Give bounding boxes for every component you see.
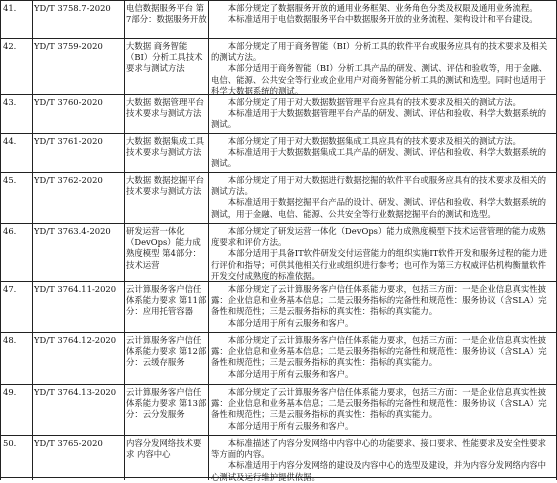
standard-description xyxy=(211,3,553,37)
standard-name: 研发运营一体化（DevOps）能力成熟度模型 第4部分：技术运营 xyxy=(126,226,201,270)
row-number: 41. xyxy=(3,3,17,13)
description-paragraph: 本部分适用于商务智能（BI）分析工具产品的研发、测试、评估和验收等，用于金融、电信、能源、公共安全等行业或企业用户对商务智能分析工具的测试和选型。同时也适用于科学大数据系统的测试。 xyxy=(211,63,548,96)
standard-code: YD/T 3762-2020 xyxy=(34,175,103,185)
description-paragraph: 本部分规定了云计算服务客户信任体系能力要求，包括三方面：一是企业信息真实性披露：企业信息和业务基本信息；二是云服务指标的完备性和规范性：服务协议（含SLA）完备性和规范性；三是云服务指标的真实性：指标的真实能力。 xyxy=(211,335,547,368)
standard-description xyxy=(211,175,553,222)
standard-description xyxy=(211,387,553,434)
description-paragraph: 本部分规定了云计算服务客户信任体系能力要求，包括三方面：一是企业信息真实性披露：企业信息和业务基本信息；二是云服务指标的完备性和规范性：服务协议（含SLA）完备性和规范性；三是云服务指标的真实性：指标的真实能力。 xyxy=(211,284,547,317)
standard-name: 云计算服务客户信任体系能力要求 第13部分：云分发服务 xyxy=(126,387,207,420)
standard-name: 大数据 数据挖掘平台技术要求与测试方法 xyxy=(126,175,205,197)
description-paragraph: 本标准适用于大数据数据管理平台产品的研发、测试、评估和验收、科学大数据系统的测试。 xyxy=(211,108,547,130)
standard-description xyxy=(211,136,553,171)
description-paragraph: 本部分规定了用于对大数据数据集成工具应具有的技术要求及相关的测试方法。 xyxy=(227,136,521,146)
standard-code: YD/T 3764.11-2020 xyxy=(34,284,117,294)
standard-description xyxy=(211,41,553,96)
description-paragraph: 本部分规定了用于对大数据数据管理平台应具有的技术要求及相关的测试方法。 xyxy=(227,97,521,107)
description-paragraph: 本标准描述了内容分发网络中内容中心的功能要求、接口要求、性能要求及安全性要求等方面的内容。 xyxy=(211,438,547,460)
table-rule xyxy=(0,0,557,1)
standard-name: 大数据 商务智能（BI）分析工具技术要求与测试方法 xyxy=(126,41,203,74)
standard-code: YD/T 3759-2020 xyxy=(34,41,103,51)
table-rule xyxy=(0,223,557,224)
row-number: 46. xyxy=(3,226,17,236)
row-number: 49. xyxy=(3,387,17,397)
description-paragraph: 本标准适用于电信数据服务平台中数据服务开放的业务流程、架构设计和平台建设。 xyxy=(227,14,538,25)
standard-code: YD/T 3763.4-2020 xyxy=(34,226,111,236)
standard-description xyxy=(211,97,553,132)
table-rule xyxy=(0,384,557,385)
description-paragraph: 本部分适用于所有云服务和客户。 xyxy=(227,317,354,328)
standard-name: 内容分发网络技术要求 内容中心 xyxy=(126,438,202,460)
description-paragraph: 本部分规定了用于商务智能（BI）分析工具的软件平台或服务应具有的技术要求及相关的测试方法。 xyxy=(211,41,548,63)
row-number: 45. xyxy=(3,175,17,185)
table-rule xyxy=(0,172,557,173)
table-rule xyxy=(208,0,209,480)
description-paragraph: 本标准适用于大数据数据集成工具产品的研发、测试、评估和验收、科学大数据系统的测试。 xyxy=(211,147,547,169)
table-rule xyxy=(124,0,125,480)
row-number: 44. xyxy=(3,136,17,146)
row-number: 43. xyxy=(3,97,17,107)
row-number: 50. xyxy=(3,438,17,448)
row-number: 48. xyxy=(3,335,17,345)
description-paragraph: 本部分规定了研发运营一体化（DevOps）能力成熟度模型下技术运营管理的能力成熟度要求和评价方法。 xyxy=(211,226,546,248)
description-paragraph: 本部分适用于所有云服务和客户。 xyxy=(227,368,354,379)
standard-code: YD/T 3764.12-2020 xyxy=(34,335,117,345)
standard-code: YD/T 3765-2020 xyxy=(34,438,103,448)
description-paragraph: 本部分规定了云计算服务客户信任体系能力要求，包括三方面：一是企业信息真实性披露：企业信息和业务基本信息；二是云服务指标的完备性和规范性：服务协议（含SLA）完备性和规范性；三是云服务指标的真实性：指标的真实能力。 xyxy=(211,387,547,420)
standard-name: 大数据 数据集成工具技术要求与测试方法 xyxy=(126,136,205,158)
standard-code: YD/T 3760-2020 xyxy=(34,97,103,107)
standard-description xyxy=(211,284,553,331)
table-rule xyxy=(0,435,557,436)
standard-description xyxy=(211,438,553,482)
standard-code: YD/T 3761-2020 xyxy=(34,136,103,146)
description-paragraph: 本标准适用于内容分发网络的建设及内容中心的选型及建设，并为内容分发网络内容中心测试及运行维护提供依据。 xyxy=(211,460,547,482)
standard-name: 大数据 数据管理平台技术要求与测试方法 xyxy=(126,97,205,119)
description-paragraph: 本部分规定了数据服务开放的通用业务框架、业务角色分类及权限及通用业务流程。 xyxy=(227,3,538,13)
description-paragraph: 本标准适用于数据挖掘平台产品的设计、研发、测试、评估和验收、科学大数据系统的测试，用于金融、电信、能源、公共安全等行业数据挖掘平台的测试和选型。 xyxy=(211,197,547,219)
standard-code: YD/T 3758.7-2020 xyxy=(34,3,111,13)
description-paragraph: 本部分适用于所有云服务和客户。 xyxy=(227,420,354,431)
description-paragraph: 本部分规定了用于对大数据进行数据挖掘的软件平台或服务应具有的技术要求及相关的测试方法。 xyxy=(211,175,547,197)
row-number: 42. xyxy=(3,41,17,51)
standard-name: 云计算服务客户信任体系能力要求 第11部分：应用托管容器 xyxy=(126,284,207,317)
table-rule xyxy=(0,133,557,134)
standard-code: YD/T 3764.13-2020 xyxy=(34,387,117,397)
row-number: 47. xyxy=(3,284,17,294)
table-rule xyxy=(0,332,557,333)
standard-description xyxy=(211,226,553,280)
table-rule xyxy=(0,0,1,480)
table-rule xyxy=(0,38,557,39)
standard-name: 云计算服务客户信任体系能力要求 第12部分：云缓存服务 xyxy=(126,335,207,368)
description-paragraph: 本部分适用于具备IT软件研发交付运营能力的组织实施IT软件开发和服务过程的能力进行评价和指导；可供其他相关行业或组织进行参考；也可作为第三方权威评估机构衡量软件开发交付成熟度的标准依据。 xyxy=(211,248,548,281)
standard-description xyxy=(211,335,553,383)
standard-name: 电信数据服务平台 第7部分：数据服务开放 xyxy=(126,3,207,25)
